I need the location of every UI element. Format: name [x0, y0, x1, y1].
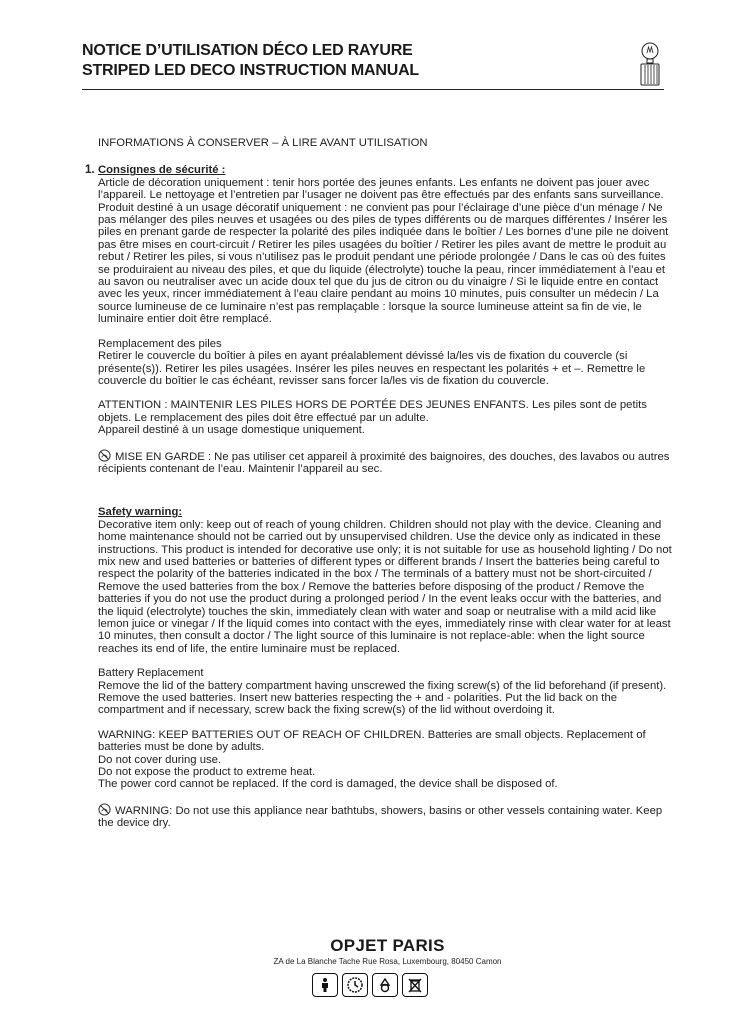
lamp-icon	[636, 40, 664, 86]
en-safety-heading: Safety warning:	[98, 506, 183, 519]
waste-bin-icon	[402, 973, 428, 997]
section-number: 1.	[85, 164, 95, 177]
certification-logos	[312, 973, 428, 999]
header-divider	[82, 89, 664, 90]
no-cover-icon	[98, 449, 111, 462]
en-water-warning	[98, 803, 678, 830]
header	[82, 41, 664, 81]
fr-warning-text: MISE EN GARDE : Ne pas utiliser cet appareil à proximité des baignoires, des douches, des lavabos ou autres récipients contenant de l’eau. Maintenir l’appareil au sec.	[98, 450, 670, 475]
en-battery-heading: Battery Replacement	[98, 667, 204, 680]
no-cover-icon	[98, 803, 111, 816]
title-fr: NOTICE D’UTILISATION DÉCO LED RAYURE	[82, 42, 413, 59]
intro-line: INFORMATIONS À CONSERVER – À LIRE AVANT UTILISATION	[98, 137, 428, 149]
en-safety-text: Decorative item only: keep out of reach of young children. Children should not play with the device. Cleaning and home maintenance should not be carried out by unsupervised children. Use the device only as indicated in these instructions. This product is intended for decorative use only; it is not suitable for use as household lighting / Do not mix new and used batteries or batteries of different types or different brands / Insert the batteries being careful to respect the polarity of the batteries indicated in the box / The terminals of a battery must not be short-circuited / Remove the used batteries from the box / Remove the batteries before disposing of the product / Remove the batteries if you do not use the product during a prolonged period / In the event leaks occur with the batteries, and the liquid (electrolyte) touches the skin, immediately clean with water and soap or neutralise with a mild acid like lemon juice or vinegar / If the liquid comes into contact with the eyes, immediately rinse with clear water for at least 10 minutes, then consult a doctor / The light source of this luminaire is not replace-able: when the light source reaches its end of life, the entire luminaire must be replaced.	[98, 518, 672, 655]
brand-name: OPJET PARIS	[330, 936, 445, 955]
brand-address: ZA de La Blanche Tache Rue Rosa, Luxembourg, 80450 Camon	[273, 957, 502, 966]
en-warning-cord: The power cord cannot be replaced. If the cord is damaged, the device shall be disposed of.	[98, 778, 558, 791]
fr-safety-text: Article de décoration uniquement : tenir hors portée des jeunes enfants. Les enfants ne doivent pas jouer avec l’appareil. Le nettoyage et l’entretien par l’usager ne doivent pas être effectués par des enfants sans surveillance. Produit destiné à un usage décoratif uniquement : ne convient pas pour l’éclairage d’une pièce d’un ménage / Ne pas mélanger des piles neuves et usagées ou des piles de types différents ou de marques différentes / Insérer les piles en prenant garde de respecter la polarité des piles indiquée dans le boîtier / Les bornes d’une pile ne doivent pas être mises en court-circuit / Retirer les piles usagées du boîtier / Retirer les piles avant de mettre le produit au rebut / Retirer les piles, si vous n’utilisez pas le produit pendant une période prolongée / Dans le cas où des fuites se produiraient au niveau des piles, et que du liquide (électrolyte) touche la peau, rincer immédiatement à l’eau et au savon ou neutraliser avec un acide doux tel que du jus de citron ou du vinaigre / Si le liquide entre en contact avec les yeux, rincer immédiatement à l’eau claire pendant au moins 10 minutes, puis consulter un médecin / La source lumineuse de ce luminaire n’est pas remplaçable : lorsque la source lumineuse atteint sa fin de vie, le luminaire entier doit être remplacé.	[98, 176, 669, 326]
en-warning-cover: Do not cover during use.	[98, 753, 222, 766]
instructions-body	[85, 137, 678, 830]
recycle-icon	[372, 973, 398, 997]
indoor-use-icon	[312, 973, 338, 997]
en-warning-heat: Do not expose the product to extreme heat.	[98, 766, 316, 779]
fr-battery-text: Retirer le couvercle du boîtier à piles en ayant préalablement dévissé la/les vis de fixation du couvercle (si présente(s)). Retirer les piles usagées. Insérer les piles neuves en respectant les polarités + et –. Remettre le couvercle du boîtier le cas échéant, revisser sans forcer la/les vis de fixation du couvercle.	[98, 350, 646, 387]
footer	[0, 936, 745, 968]
fr-domestic-use-text: Appareil destiné à un usage domestique uniquement.	[98, 424, 365, 437]
fr-attention-text: ATTENTION : MAINTENIR LES PILES HORS DE PORTÉE DES JEUNES ENFANTS. Les piles sont de petits objets. Le remplacement des piles doit être effectué par un adulte.	[98, 399, 647, 424]
title-en: STRIPED LED DECO INSTRUCTION MANUAL	[82, 62, 420, 79]
fr-water-warning	[98, 449, 678, 476]
timer-icon	[342, 973, 368, 997]
fr-battery-heading: Remplacement des piles	[98, 337, 222, 350]
en-warning-batteries: WARNING: KEEP BATTERIES OUT OF REACH OF CHILDREN. Batteries are small objects. Replacement of batteries must be done by adults.	[98, 728, 646, 754]
en-battery-text: Remove the lid of the battery compartment having unscrewed the fixing screw(s) of the lid beforehand (if present). Remove the used batteries. Insert new batteries respecting the + and - polarities. Put the lid back on the compartment and if necessary, screw back the fixing screw(s) of the lid without overdoing it.	[98, 679, 667, 717]
english-section	[98, 506, 678, 829]
french-section	[85, 164, 678, 475]
fr-safety-heading: Consignes de sécurité :	[98, 164, 226, 177]
en-warning-water-text: WARNING: Do not use this appliance near bathtubs, showers, basins or other vessels containing water. Keep the device dry.	[98, 804, 663, 830]
